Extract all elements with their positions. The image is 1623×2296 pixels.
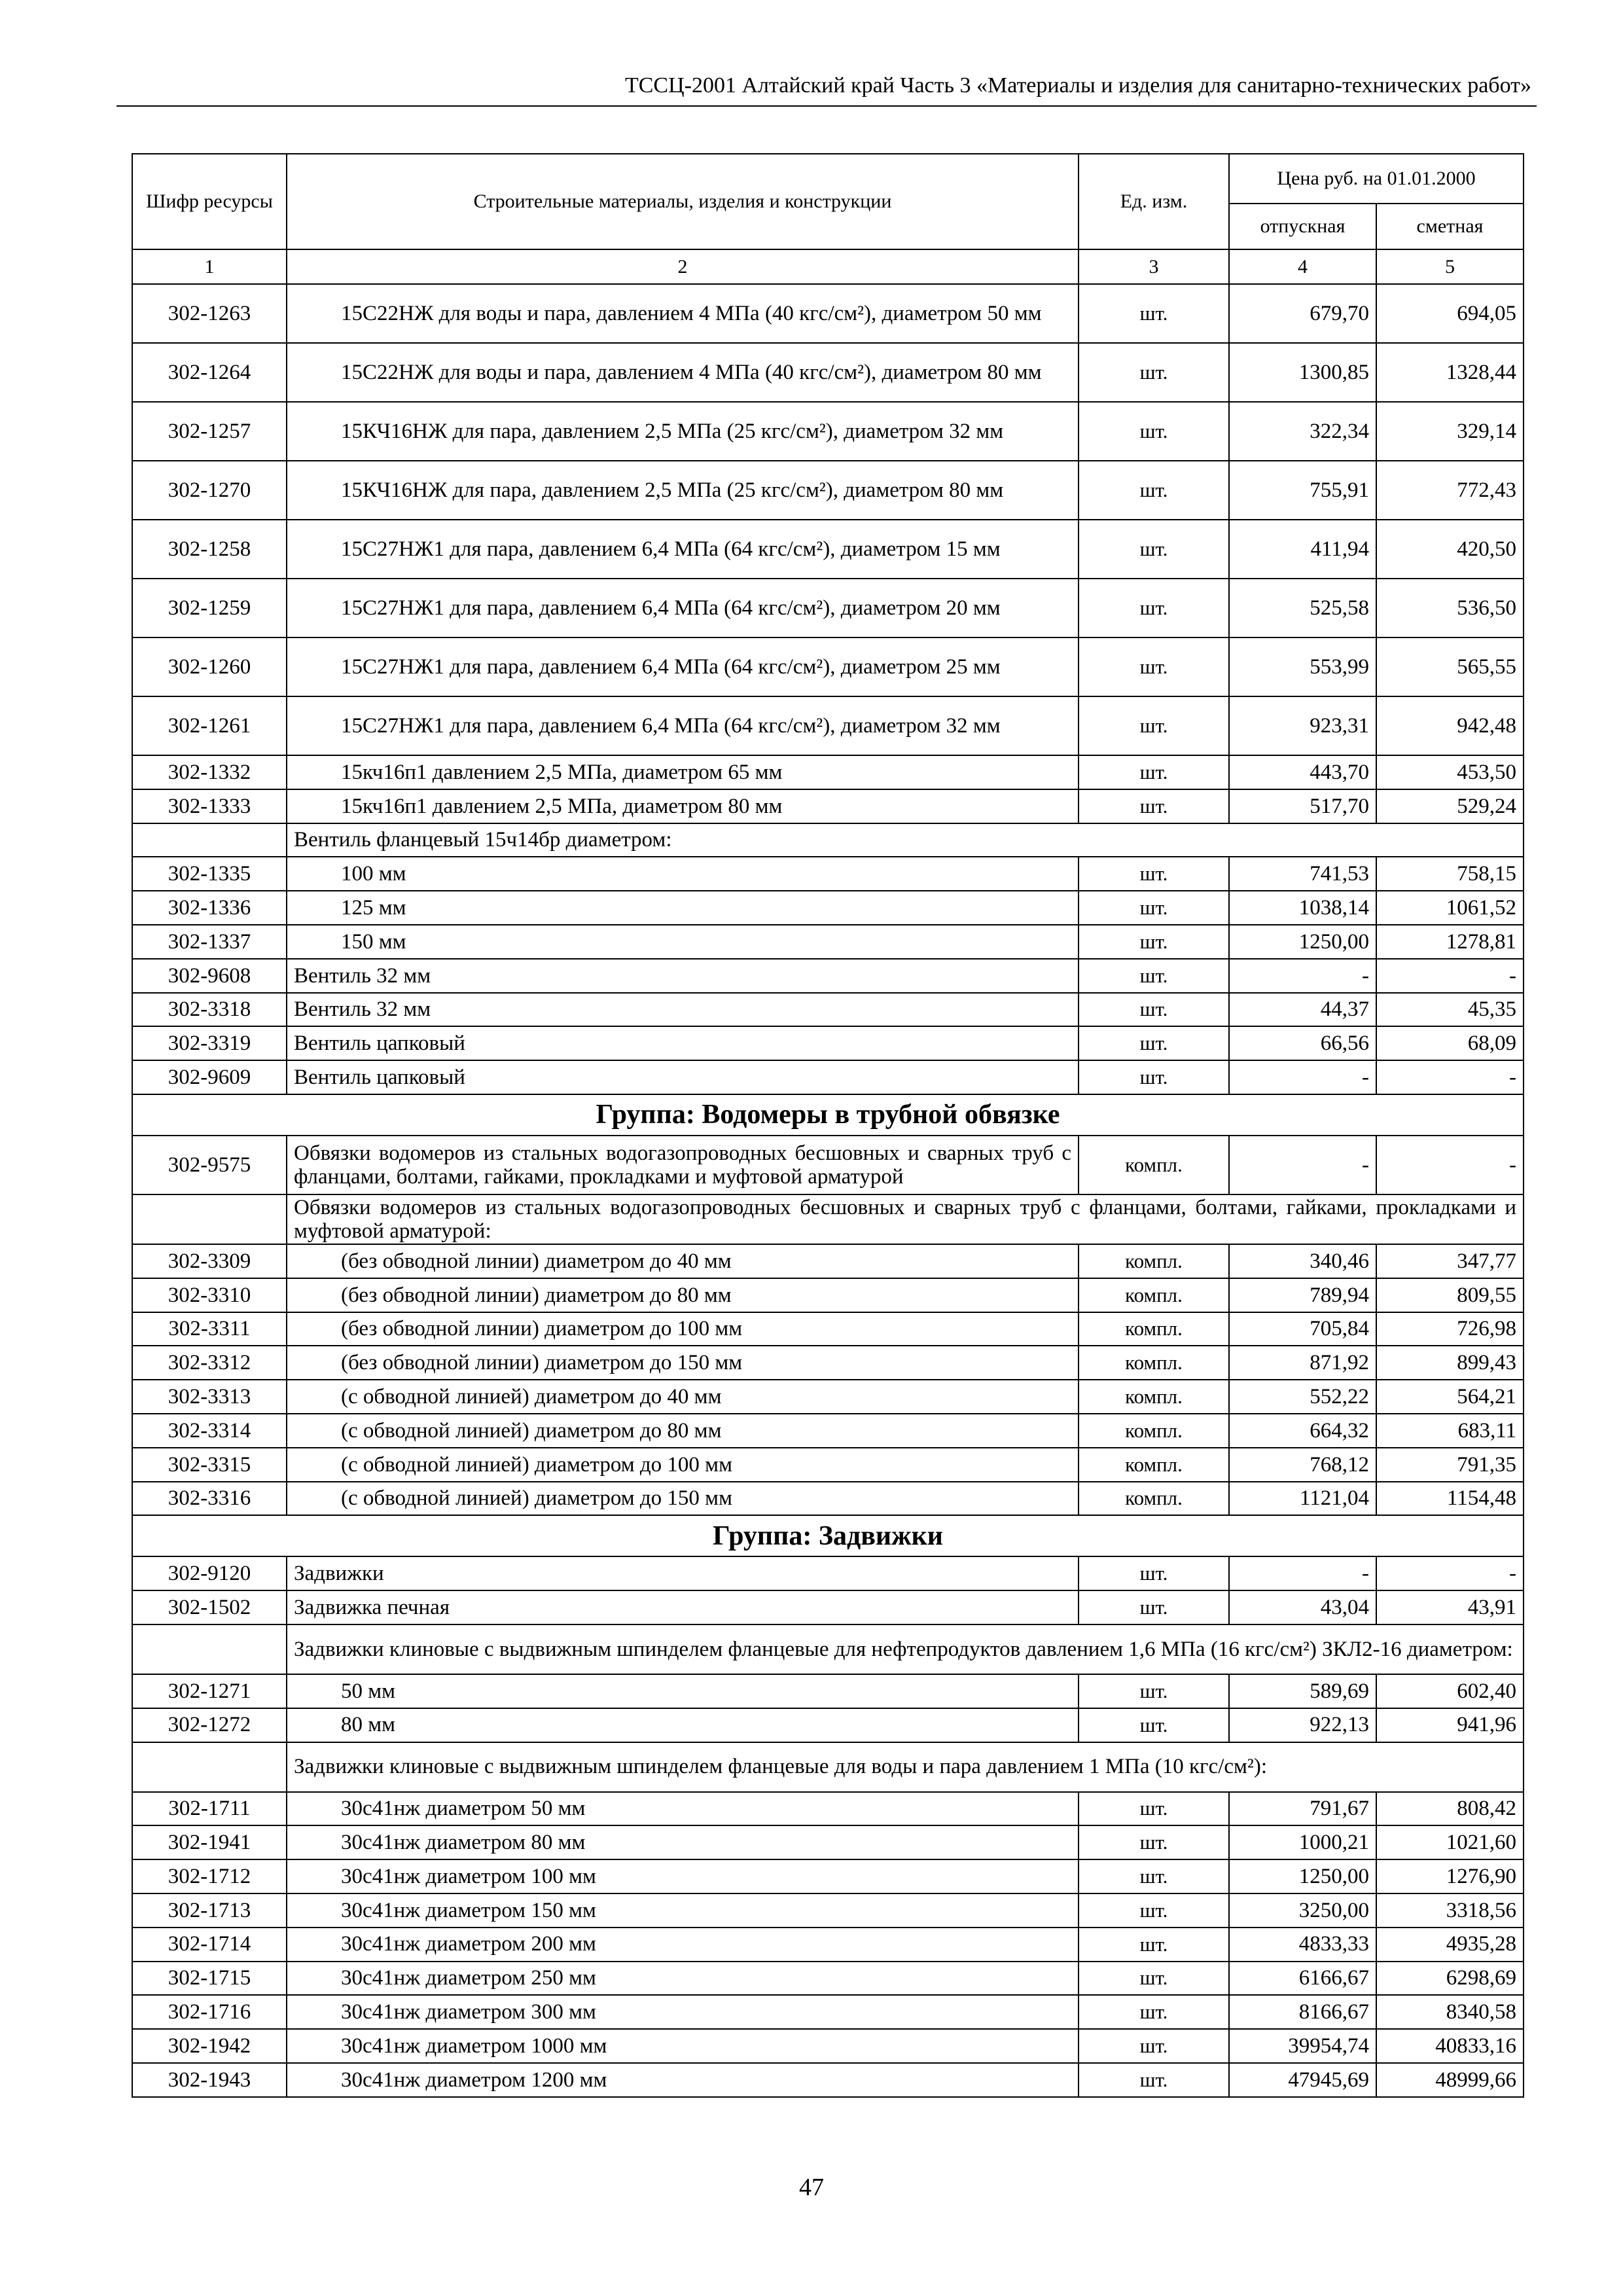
table-row: [132, 1995, 1524, 2029]
unit-of-measure: компл.: [1079, 1380, 1229, 1414]
table-row: [132, 1136, 1524, 1194]
table-row: [132, 755, 1524, 789]
release-price: 340,46: [1229, 1244, 1376, 1278]
resource-code: 302-3318: [132, 993, 287, 1027]
resource-code: 302-1336: [132, 891, 287, 925]
resource-code: 302-1264: [132, 343, 287, 402]
unit-of-measure: компл.: [1079, 1244, 1229, 1278]
resource-code: 302-1941: [132, 1825, 287, 1859]
material-name: (с обводной линией) диаметром до 150 мм: [287, 1482, 1079, 1516]
column-header-code: Шифр ресурсы: [132, 154, 287, 249]
release-price: 411,94: [1229, 520, 1376, 579]
estimate-price: 694,05: [1376, 284, 1524, 343]
column-number: 5: [1376, 249, 1524, 284]
estimate-price: 453,50: [1376, 755, 1524, 789]
estimate-price: 564,21: [1376, 1380, 1524, 1414]
resource-code: 302-1712: [132, 1859, 287, 1893]
material-name: Вентиль 32 мм: [287, 993, 1079, 1027]
resource-code: 302-1272: [132, 1708, 287, 1742]
table-row: [132, 1825, 1524, 1859]
resource-code: 302-9120: [132, 1556, 287, 1590]
material-name: 15С22НЖ для воды и пара, давлением 4 МПа (40 кгс/см²), диаметром 50 мм: [287, 284, 1079, 343]
table-row: [132, 461, 1524, 520]
table-row: [132, 637, 1524, 696]
resource-code: 302-1713: [132, 1893, 287, 1928]
subheading-row: [132, 1624, 1524, 1674]
release-price: 322,34: [1229, 402, 1376, 461]
page-header-title: ТССЦ-2001 Алтайский край Часть 3 «Материалы и изделия для санитарно-технических работ»: [624, 73, 1531, 98]
resource-code: 302-1715: [132, 1962, 287, 1996]
material-name: 30с41нж диаметром 80 мм: [287, 1825, 1079, 1859]
release-price: 66,56: [1229, 1026, 1376, 1060]
estimate-price: 40833,16: [1376, 2029, 1524, 2063]
table-row: [132, 1380, 1524, 1414]
unit-of-measure: шт.: [1079, 1893, 1229, 1928]
unit-of-measure: шт.: [1079, 1674, 1229, 1708]
release-price: 664,32: [1229, 1414, 1376, 1448]
material-name: 30с41нж диаметром 200 мм: [287, 1928, 1079, 1962]
unit-of-measure: компл.: [1079, 1482, 1229, 1516]
material-name: 80 мм: [287, 1708, 1079, 1742]
estimate-price: 3318,56: [1376, 1893, 1524, 1928]
estimate-price: 329,14: [1376, 402, 1524, 461]
estimate-price: 48999,66: [1376, 2063, 1524, 2097]
estimate-price: 1328,44: [1376, 343, 1524, 402]
table-row: [132, 579, 1524, 637]
release-price: 39954,74: [1229, 2029, 1376, 2063]
material-name: (без обводной линии) диаметром до 80 мм: [287, 1278, 1079, 1312]
material-name: 150 мм: [287, 925, 1079, 959]
unit-of-measure: шт.: [1079, 959, 1229, 993]
material-name: (с обводной линией) диаметром до 100 мм: [287, 1448, 1079, 1482]
material-name: (с обводной линией) диаметром до 80 мм: [287, 1414, 1079, 1448]
unit-of-measure: шт.: [1079, 1792, 1229, 1826]
unit-of-measure: шт.: [1079, 1556, 1229, 1590]
table-row: [132, 1708, 1524, 1742]
unit-of-measure: шт.: [1079, 1825, 1229, 1859]
table-row: [132, 284, 1524, 343]
material-name: 30с41нж диаметром 300 мм: [287, 1995, 1079, 2029]
resource-code: 302-1502: [132, 1590, 287, 1624]
table-row: [132, 1792, 1524, 1826]
table-row: [132, 2063, 1524, 2097]
material-name: 15КЧ16НЖ для пара, давлением 2,5 МПа (25 кгс/см²), диаметром 80 мм: [287, 461, 1079, 520]
material-name: (с обводной линией) диаметром до 40 мм: [287, 1380, 1079, 1414]
release-price: 1038,14: [1229, 891, 1376, 925]
resource-code: 302-3314: [132, 1414, 287, 1448]
resource-code: 302-1716: [132, 1995, 287, 2029]
table-row: [132, 1859, 1524, 1893]
resource-code: 302-3315: [132, 1448, 287, 1482]
estimate-price: 536,50: [1376, 579, 1524, 637]
estimate-price: 1276,90: [1376, 1859, 1524, 1893]
resource-code: 302-3311: [132, 1312, 287, 1346]
empty-code-cell: [132, 1742, 287, 1792]
release-price: 922,13: [1229, 1708, 1376, 1742]
unit-of-measure: шт.: [1079, 891, 1229, 925]
estimate-price: 602,40: [1376, 1674, 1524, 1708]
table-row: [132, 959, 1524, 993]
header-divider: [116, 105, 1537, 107]
release-price: 443,70: [1229, 755, 1376, 789]
table-row: [132, 520, 1524, 579]
unit-of-measure: шт.: [1079, 1708, 1229, 1742]
column-header-estimate-price: сметная: [1376, 204, 1524, 249]
unit-of-measure: шт.: [1079, 1026, 1229, 1060]
resource-code: 302-3319: [132, 1026, 287, 1060]
subheading-text: Задвижки клиновые с выдвижным шпинделем фланцевые для воды и пара давлением 1 МПа (10 кгс/см²):: [287, 1742, 1524, 1792]
page-number: 47: [799, 2174, 824, 2201]
unit-of-measure: шт.: [1079, 1859, 1229, 1893]
release-price: -: [1229, 1060, 1376, 1094]
estimate-price: -: [1376, 959, 1524, 993]
material-name: Задвижки: [287, 1556, 1079, 1590]
unit-of-measure: шт.: [1079, 1962, 1229, 1996]
resource-code: 302-1332: [132, 755, 287, 789]
resource-code: 302-1258: [132, 520, 287, 579]
estimate-price: 899,43: [1376, 1346, 1524, 1380]
material-name: 15С27НЖ1 для пара, давлением 6,4 МПа (64 кгс/см²), диаметром 15 мм: [287, 520, 1079, 579]
column-header-unit: Ед. изм.: [1079, 154, 1229, 249]
estimate-price: 45,35: [1376, 993, 1524, 1027]
table-row: [132, 1278, 1524, 1312]
resource-code: 302-1714: [132, 1928, 287, 1962]
group-heading-row: [132, 1515, 1524, 1556]
material-name: 30с41нж диаметром 50 мм: [287, 1792, 1079, 1826]
table-row: [132, 1448, 1524, 1482]
resource-code: 302-1259: [132, 579, 287, 637]
material-name: Вентиль цапковый: [287, 1026, 1079, 1060]
column-number: 2: [287, 249, 1079, 284]
resource-code: 302-1263: [132, 284, 287, 343]
unit-of-measure: шт.: [1079, 1590, 1229, 1624]
unit-of-measure: шт.: [1079, 755, 1229, 789]
unit-of-measure: компл.: [1079, 1448, 1229, 1482]
table-body: [132, 284, 1524, 2097]
subheading-row: [132, 1742, 1524, 1792]
material-name: 15С27НЖ1 для пара, давлением 6,4 МПа (64 кгс/см²), диаметром 25 мм: [287, 637, 1079, 696]
estimate-price: 1278,81: [1376, 925, 1524, 959]
unit-of-measure: шт.: [1079, 1060, 1229, 1094]
resource-code: 302-9609: [132, 1060, 287, 1094]
material-name: 15кч16п1 давлением 2,5 МПа, диаметром 80 мм: [287, 789, 1079, 823]
resource-code: 302-3313: [132, 1380, 287, 1414]
estimate-price: -: [1376, 1060, 1524, 1094]
unit-of-measure: шт.: [1079, 925, 1229, 959]
table-row: [132, 1674, 1524, 1708]
material-name: 15С27НЖ1 для пара, давлением 6,4 МПа (64 кгс/см²), диаметром 20 мм: [287, 579, 1079, 637]
unit-of-measure: компл.: [1079, 1136, 1229, 1194]
estimate-price: 4935,28: [1376, 1928, 1524, 1962]
release-price: 553,99: [1229, 637, 1376, 696]
release-price: 871,92: [1229, 1346, 1376, 1380]
unit-of-measure: шт.: [1079, 789, 1229, 823]
estimate-price: 6298,69: [1376, 1962, 1524, 1996]
material-name: 15КЧ16НЖ для пара, давлением 2,5 МПа (25 кгс/см²), диаметром 32 мм: [287, 402, 1079, 461]
column-number: 1: [132, 249, 287, 284]
estimate-price: 565,55: [1376, 637, 1524, 696]
release-price: 1250,00: [1229, 925, 1376, 959]
material-name: Вентиль цапковый: [287, 1060, 1079, 1094]
material-name: 30с41нж диаметром 100 мм: [287, 1859, 1079, 1893]
table-row: [132, 857, 1524, 891]
release-price: 6166,67: [1229, 1962, 1376, 1996]
unit-of-measure: компл.: [1079, 1414, 1229, 1448]
material-name: 15С22НЖ для воды и пара, давлением 4 МПа (40 кгс/см²), диаметром 80 мм: [287, 343, 1079, 402]
estimate-price: 942,48: [1376, 696, 1524, 755]
resource-code: 302-1261: [132, 696, 287, 755]
resource-code: 302-3310: [132, 1278, 287, 1312]
unit-of-measure: компл.: [1079, 1312, 1229, 1346]
release-price: 1000,21: [1229, 1825, 1376, 1859]
unit-of-measure: шт.: [1079, 1995, 1229, 2029]
unit-of-measure: шт.: [1079, 1928, 1229, 1962]
release-price: 791,67: [1229, 1792, 1376, 1826]
subheading-row: [132, 1194, 1524, 1244]
material-name: 125 мм: [287, 891, 1079, 925]
table-header: [132, 154, 1524, 284]
table-row: [132, 1482, 1524, 1516]
material-name: 50 мм: [287, 1674, 1079, 1708]
table-row: [132, 696, 1524, 755]
table-row: [132, 891, 1524, 925]
resource-code: 302-1337: [132, 925, 287, 959]
table-row: [132, 925, 1524, 959]
estimate-price: -: [1376, 1556, 1524, 1590]
release-price: 789,94: [1229, 1278, 1376, 1312]
unit-of-measure: шт.: [1079, 461, 1229, 520]
material-name: 30с41нж диаметром 1000 мм: [287, 2029, 1079, 2063]
material-name: Задвижка печная: [287, 1590, 1079, 1624]
table-row: [132, 1026, 1524, 1060]
table-row: [132, 1414, 1524, 1448]
table-row: [132, 1962, 1524, 1996]
release-price: 44,37: [1229, 993, 1376, 1027]
resource-code: 302-1257: [132, 402, 287, 461]
column-header-name: Строительные материалы, изделия и конструкции: [287, 154, 1079, 249]
table-row: [132, 1060, 1524, 1094]
column-number: 4: [1229, 249, 1376, 284]
resource-code: 302-1260: [132, 637, 287, 696]
material-name: 100 мм: [287, 857, 1079, 891]
estimate-price: 529,24: [1376, 789, 1524, 823]
estimate-price: 1154,48: [1376, 1482, 1524, 1516]
unit-of-measure: шт.: [1079, 520, 1229, 579]
unit-of-measure: компл.: [1079, 1278, 1229, 1312]
resource-code: 302-3312: [132, 1346, 287, 1380]
unit-of-measure: шт.: [1079, 696, 1229, 755]
group-heading-row: [132, 1094, 1524, 1136]
estimate-price: 726,98: [1376, 1312, 1524, 1346]
release-price: 1250,00: [1229, 1859, 1376, 1893]
table-row: [132, 1590, 1524, 1624]
unit-of-measure: шт.: [1079, 284, 1229, 343]
subheading-text: Задвижки клиновые с выдвижным шпинделем фланцевые для нефтепродуктов давлением 1,6 МПа (16 кгс/см²) ЗКЛ2-16 диаметром:: [287, 1624, 1524, 1674]
resource-code: 302-1943: [132, 2063, 287, 2097]
estimate-price: 43,91: [1376, 1590, 1524, 1624]
release-price: -: [1229, 1136, 1376, 1194]
unit-of-measure: шт.: [1079, 579, 1229, 637]
release-price: 4833,33: [1229, 1928, 1376, 1962]
subheading-text: Обвязки водомеров из стальных водогазопроводных бесшовных и сварных труб с фланцами, болтами, гайками, прокладками и муфтовой арматурой:: [287, 1194, 1524, 1244]
estimate-price: 68,09: [1376, 1026, 1524, 1060]
resource-code: 302-1271: [132, 1674, 287, 1708]
estimate-price: 420,50: [1376, 520, 1524, 579]
material-name: Вентиль 32 мм: [287, 959, 1079, 993]
table-row: [132, 993, 1524, 1027]
release-price: 517,70: [1229, 789, 1376, 823]
estimate-price: 1061,52: [1376, 891, 1524, 925]
resource-code: 302-3316: [132, 1482, 287, 1516]
estimate-price: 683,11: [1376, 1414, 1524, 1448]
column-header-release-price: отпускная: [1229, 204, 1376, 249]
table-row: [132, 1556, 1524, 1590]
material-name: 15С27НЖ1 для пара, давлением 6,4 МПа (64 кгс/см²), диаметром 32 мм: [287, 696, 1079, 755]
material-name: (без обводной линии) диаметром до 150 мм: [287, 1346, 1079, 1380]
estimate-price: 8340,58: [1376, 1995, 1524, 2029]
estimate-price: 941,96: [1376, 1708, 1524, 1742]
release-price: 768,12: [1229, 1448, 1376, 1482]
empty-code-cell: [132, 1194, 287, 1244]
column-number: 3: [1079, 249, 1229, 284]
release-price: -: [1229, 1556, 1376, 1590]
release-price: 1121,04: [1229, 1482, 1376, 1516]
release-price: 741,53: [1229, 857, 1376, 891]
release-price: 552,22: [1229, 1380, 1376, 1414]
estimate-price: 809,55: [1376, 1278, 1524, 1312]
resource-code: 302-3309: [132, 1244, 287, 1278]
release-price: 705,84: [1229, 1312, 1376, 1346]
unit-of-measure: шт.: [1079, 993, 1229, 1027]
unit-of-measure: шт.: [1079, 637, 1229, 696]
unit-of-measure: шт.: [1079, 2029, 1229, 2063]
table-row: [132, 1346, 1524, 1380]
empty-code-cell: [132, 823, 287, 857]
table-row: [132, 1893, 1524, 1928]
material-name: Обвязки водомеров из стальных водогазопроводных бесшовных и сварных труб с фланцами, болтами, гайками, прокладками и муфтовой арматурой: [287, 1136, 1079, 1194]
estimate-price: 347,77: [1376, 1244, 1524, 1278]
resource-code: 302-9608: [132, 959, 287, 993]
release-price: 47945,69: [1229, 2063, 1376, 2097]
material-name: 30с41нж диаметром 250 мм: [287, 1962, 1079, 1996]
resource-code: 302-1333: [132, 789, 287, 823]
unit-of-measure: шт.: [1079, 402, 1229, 461]
table-row: [132, 2029, 1524, 2063]
release-price: 8166,67: [1229, 1995, 1376, 2029]
material-name: 30с41нж диаметром 150 мм: [287, 1893, 1079, 1928]
table-row: [132, 1928, 1524, 1962]
resource-code: 302-1711: [132, 1792, 287, 1826]
material-name: 15кч16п1 давлением 2,5 МПа, диаметром 65 мм: [287, 755, 1079, 789]
estimate-price: 772,43: [1376, 461, 1524, 520]
resource-code: 302-9575: [132, 1136, 287, 1194]
release-price: 755,91: [1229, 461, 1376, 520]
release-price: 923,31: [1229, 696, 1376, 755]
unit-of-measure: компл.: [1079, 1346, 1229, 1380]
estimate-price: 808,42: [1376, 1792, 1524, 1826]
table-row: [132, 1312, 1524, 1346]
table-row: [132, 1244, 1524, 1278]
table-row: [132, 343, 1524, 402]
resource-code: 302-1942: [132, 2029, 287, 2063]
unit-of-measure: шт.: [1079, 2063, 1229, 2097]
material-name: (без обводной линии) диаметром до 40 мм: [287, 1244, 1079, 1278]
release-price: 1300,85: [1229, 343, 1376, 402]
resource-code: 302-1335: [132, 857, 287, 891]
release-price: 43,04: [1229, 1590, 1376, 1624]
column-header-price-group: Цена руб. на 01.01.2000: [1229, 154, 1524, 204]
unit-of-measure: шт.: [1079, 857, 1229, 891]
group-heading: Группа: Задвижки: [132, 1515, 1524, 1556]
release-price: 679,70: [1229, 284, 1376, 343]
release-price: 525,58: [1229, 579, 1376, 637]
estimate-price: 791,35: [1376, 1448, 1524, 1482]
subheading-text: Вентиль фланцевый 15ч14бр диаметром:: [287, 823, 1524, 857]
estimate-price: 758,15: [1376, 857, 1524, 891]
price-table: [132, 153, 1524, 2098]
subheading-row: [132, 823, 1524, 857]
resource-code: 302-1270: [132, 461, 287, 520]
estimate-price: 1021,60: [1376, 1825, 1524, 1859]
empty-code-cell: [132, 1624, 287, 1674]
table-row: [132, 402, 1524, 461]
group-heading: Группа: Водомеры в трубной обвязке: [132, 1094, 1524, 1136]
material-name: 30с41нж диаметром 1200 мм: [287, 2063, 1079, 2097]
material-name: (без обводной линии) диаметром до 100 мм: [287, 1312, 1079, 1346]
release-price: -: [1229, 959, 1376, 993]
table-row: [132, 789, 1524, 823]
unit-of-measure: шт.: [1079, 343, 1229, 402]
release-price: 589,69: [1229, 1674, 1376, 1708]
estimate-price: -: [1376, 1136, 1524, 1194]
release-price: 3250,00: [1229, 1893, 1376, 1928]
